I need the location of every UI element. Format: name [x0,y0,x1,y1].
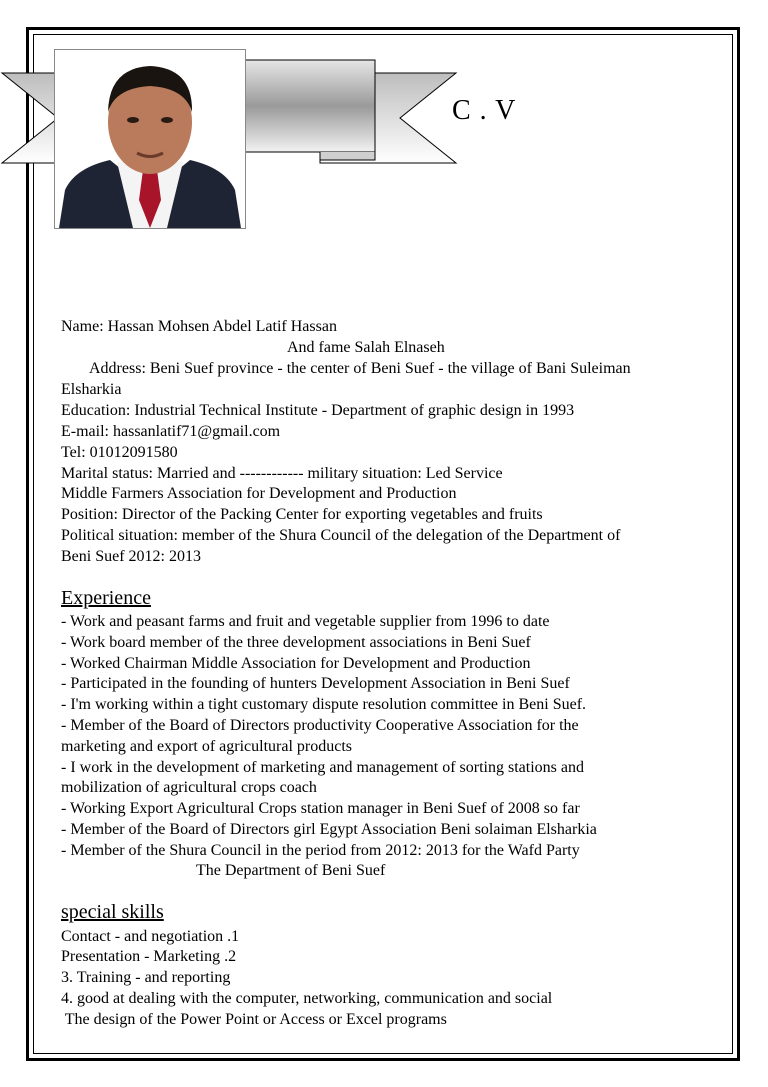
tel-line: Tel: 01012091580 [61,444,178,461]
experience-item: - Member of the Shura Council in the period from 2012: 2013 for the Wafd Party [61,842,580,859]
experience-item: - Member of the Board of Directors productivity Cooperative Association for the [61,717,579,734]
experience-item: The Department of Beni Suef [196,862,386,879]
cv-title: C . V [452,95,517,126]
education-line: Education: Industrial Technical Institute - Department of graphic design in 1993 [61,402,575,419]
experience-item: mobilization of agricultural crops coach [61,779,317,796]
profile-photo [54,49,246,229]
position-line: Position: Director of the Packing Center for exporting vegetables and fruits [61,506,543,523]
address-line-1: Address: Beni Suef province - the center of Beni Suef - the village of Bani Suleiman [89,360,631,377]
skills-heading: special skills [61,901,164,923]
association-line: Middle Farmers Association for Development and Production [61,485,457,502]
skill-item: 4. good at dealing with the computer, networking, communication and social [61,990,553,1007]
experience-item: - I work in the development of marketing and management of sorting stations and [61,759,584,776]
experience-item: - Working Export Agricultural Crops station manager in Beni Suef of 2008 so far [61,800,580,817]
address-line-2: Elsharkia [61,381,122,398]
experience-item: - Member of the Board of Directors girl Egypt Association Beni solaiman Elsharkia [61,821,597,838]
marital-line: Marital status: Married and ------------ military situation: Led Service [61,465,503,482]
fame-line: And fame Salah Elnaseh [287,339,445,356]
experience-item: - Participated in the founding of hunters Development Association in Beni Suef [61,675,570,692]
skill-item: 3. Training - and reporting [61,969,231,986]
experience-item: - Work board member of the three development associations in Beni Suef [61,634,531,651]
experience-heading: Experience [61,587,151,609]
skill-item: The design of the Power Point or Access or Excel programs [61,1011,447,1028]
skill-item: Contact - and negotiation .1 [61,928,240,945]
experience-item: marketing and export of agricultural products [61,738,353,755]
experience-item: - Worked Chairman Middle Association for Development and Production [61,655,531,672]
skill-item: Presentation - Marketing .2 [61,948,237,965]
email-line: E-mail: hassanlatif71@gmail.com [61,423,281,440]
experience-item: - I'm working within a tight customary dispute resolution committee in Beni Suef. [61,696,587,713]
name-line: Name: Hassan Mohsen Abdel Latif Hassan [61,318,337,335]
experience-item: - Work and peasant farms and fruit and vegetable supplier from 1996 to date [61,613,550,630]
political-line-2: Beni Suef 2012: 2013 [61,548,201,565]
political-line-1: Political situation: member of the Shura Council of the delegation of the Department of [61,527,621,544]
